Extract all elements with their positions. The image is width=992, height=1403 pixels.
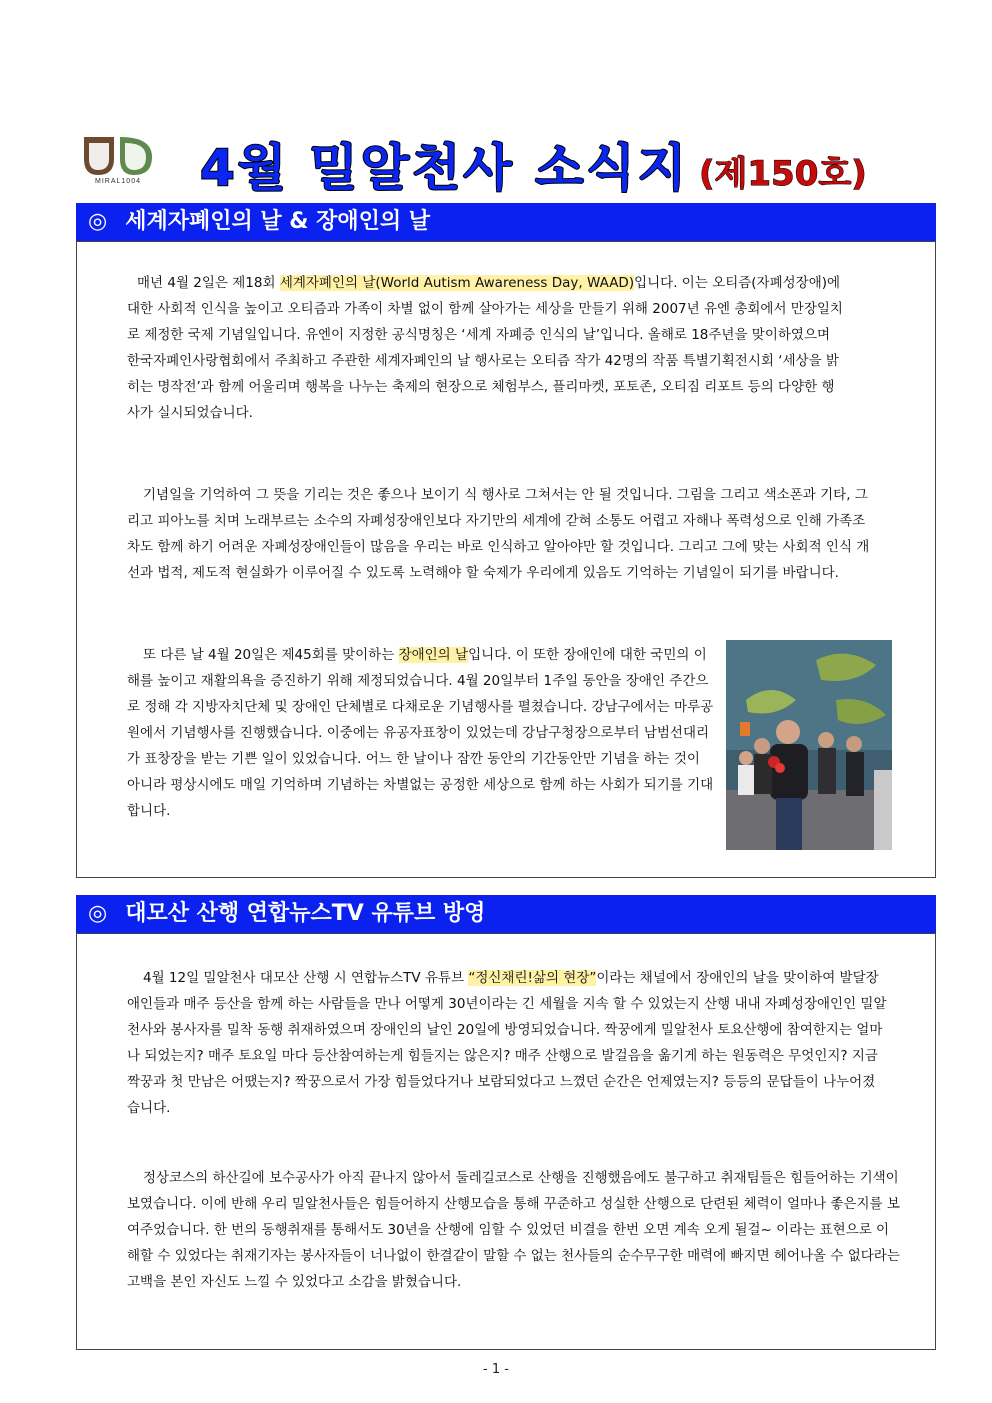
- section2-heading: 대모산 산행 연합뉴스TV 유튜브 방영: [125, 901, 486, 926]
- logo-text: MIRAL1004: [95, 178, 141, 185]
- bullseye-icon: ◎: [88, 209, 108, 234]
- s2p1-text-a: 4월 12일 밀알천사 대모산 산행 시 연합뉴스TV 유튜브: [143, 970, 469, 986]
- p1-highlight: 세계자폐인의 날(World Autism Awareness Day, WAAD): [279, 275, 635, 291]
- s2p1-highlight: “정신채린!삶의 현장”: [468, 970, 597, 986]
- section2-paragraph-2: 정상코스의 하산길에 보수공사가 아직 끝나지 않아서 둘레길코스로 산행을 진행했음에도 불구하고 취재팀들은 힘들어하는 기색이 보였습니다. 이에 반해 우리 밀알천사들은 힘들어하지 산행모습을 통해 꾸준하고 성실한 산행으로 단련된 체력이 얼마나 좋은지를 보여주었습니다. 한 번의 동행취재를 통해서도 30년을 산행에 임할 수 있었던 비결을 한번 오면 계속 오게 될걸~ 이라는 표현으로 이해할 수 있었다는 취재기자는 봉사자들이 너나없이 한결같이 말할 수 없는 천사들의 순수무구한 매력에 빠지면 헤어나올 수 없다라는 고백을 본인 자신도 느낄 수 있었다고 소감을 밝혔습니다.: [127, 1170, 900, 1290]
- section2-heading-bar: [76, 895, 936, 933]
- issue-number: (제150호): [699, 154, 867, 194]
- section2-paragraph-1: [127, 965, 887, 1121]
- p3-text-b: 입니다. 이 또한 장애인에 대한 국민의 이해를 높이고 재활의욕을 증진하기 위해 제정되었습니다. 4월 20일부터 1주일 동안을 장애인 주간으로 정해 각 지방자치단체 및 장애인 단체별로 다채로운 기념행사를 펼쳤습니다. 강남구에서는 마루공원에서 기념행사를 진행했습니다. 이중에는 유공자표창이 있었는데 강남구청장으로부터 남범선대리가 표창장을 받는 기쁜 일이 있었습니다. 어느 한 날이나 잠깐 동안의 기간동안만 기념을 하는 것이 아니라 평상시에도 매일 기억하며 기념하는 차별없는 공정한 세상으로 함께 하는 사회가 되기를 기대합니다.: [127, 647, 714, 819]
- section1-paragraph-1: [127, 270, 847, 426]
- title-text: 4월 밀알천사 소식지: [200, 139, 690, 197]
- page-number: - 1 -: [483, 1362, 509, 1377]
- p3-text-a: 또 다른 날 4월 20일은 제45회를 맞이하는: [143, 647, 399, 663]
- p1-text-a: 매년 4월 2일은 제18회: [137, 275, 280, 291]
- section1-heading: 세계자폐인의 날 & 장애인의 날: [125, 209, 431, 234]
- newsletter-title: [200, 128, 920, 198]
- section1-paragraph-2: 기념일을 기억하여 그 뜻을 기리는 것은 좋으나 보이기 식 행사로 그쳐서는 안 될 것입니다. 그림을 그리고 색소폰과 기타, 그리고 피아노를 치며 노래부르는 소수의 자폐성장애인보다 자기만의 세계에 갇혀 소통도 어렵고 자해나 폭력성으로 인해 가족조차도 함께 하기 어려운 자폐성장애인들이 많음을 우리는 바로 인식하고 알아야만 할 것입니다. 그리고 그에 맞는 사회적 인식 개선과 법적, 제도적 현실화가 이루어질 수 있도록 노력해야 할 숙제가 우리에게 있음도 기억하는 기념일이 되기를 바랍니다.: [127, 487, 870, 581]
- section1-paragraph-3: [127, 642, 717, 824]
- p1-text-b: 입니다. 이는 오티즘(자폐성장애)에 대한 사회적 인식을 높이고 오티즘과 가족이 차별 없이 함께 살아가는 세상을 만들기 위해 2007년 유엔 총회에서 만장일치로 제정한 국제 기념일입니다. 유엔이 지정한 공식명칭은 ‘세계 자폐증 인식의 날’입니다. 올해로 18주년을 맞이하였으며 한국자폐인사랑협회에서 주최하고 주관한 세계자폐인의 날 행사로는 오티즘 작가 42명의 작품 특별기획전시회 ‘세상을 밝히는 명작전’과 함께 어울리며 행복을 나누는 축제의 현장으로 체험부스, 플리마켓, 포토존, 오티짐 리포트 등의 다양한 행사가 실시되었습니다.: [127, 275, 843, 421]
- p3-highlight: 장애인의 날: [398, 647, 469, 663]
- s2p1-text-b: 이라는 채널에서 장애인의 날을 맞이하여 발달장애인들과 매주 등산을 함께 하는 사람들을 만나 어떻게 30년이라는 긴 세월을 지속 할 수 있었는지 산행 내내 자폐성장애인인 밀알천사와 봉사자를 밀착 동행 취재하였으며 장애인의 날인 20일에 방영되었습니다. 짝꿍에게 밀알천사 토요산행에 참여한지는 얼마나 되었는지? 매주 토요일 마다 등산참여하는게 힘들지는 않은지? 매주 산행으로 발걸음을 옮기게 하는 원동력은 무엇인지? 지금 짝꿍과 첫 만남은 어땠는지? 짝꿍으로서 가장 힘들었다거나 보람되었다고 느꼈던 순간은 언제였는지? 등등의 문답들이 나누어졌습니다.: [127, 970, 887, 1116]
- section1-heading-bar: [76, 203, 936, 241]
- bullseye-icon: ◎: [88, 901, 108, 926]
- award-ceremony-photo: [726, 640, 892, 850]
